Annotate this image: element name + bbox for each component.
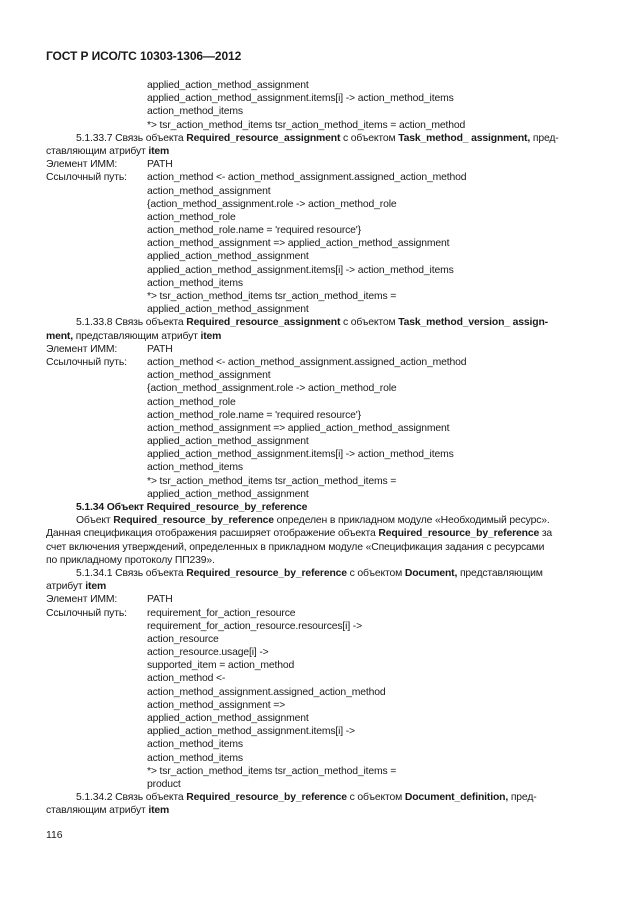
section-5-1-33-7-title: 5.1.33.7 Связь объекта Required_resource_assignment с объектом Task_method_ assignment, пред-: [76, 132, 559, 144]
path-line: *> tsr_action_method_items tsr_action_method_items =: [147, 291, 397, 302]
path-line: action_method_items: [147, 106, 243, 118]
section-5-1-34-1-title-cont: атрибут item: [46, 581, 107, 593]
path-line: action_method <-: [147, 673, 226, 685]
section-5-1-34-para-cont: счет включения утверждений, определенных в прикладном модуле «Спецификация задания с ресурсами: [46, 541, 545, 553]
path-line: applied_action_method_assignment.items[i] -> action_method_items: [147, 449, 454, 461]
section-5-1-34-2-title: 5.1.34.2 Связь объекта Required_resource_by_reference с объектом Document_definition, пред-: [76, 792, 537, 804]
section-5-1-34-para-cont: по прикладному протоколу ПП239».: [46, 554, 215, 566]
reference-path-row: Ссылочный путь: requirement_for_action_resource: [46, 607, 296, 619]
path-line: applied_action_method_assignment.items[i] -> action_method_items: [147, 93, 454, 105]
section-5-1-34-2-title-cont: ставляющим атрибут item: [46, 805, 170, 817]
path-line: action_method_assignment: [147, 185, 271, 197]
path-line: action_method_items: [147, 277, 243, 289]
path-line: *> tsr_action_method_items tsr_action_method_items =: [147, 765, 397, 777]
section-5-1-33-7-title-cont: ставляющим атрибут item: [46, 145, 170, 157]
path-line: action_method_assignment =>: [147, 699, 286, 711]
section-5-1-34-heading: 5.1.34 Объект Required_resource_by_reference: [76, 502, 308, 513]
path-line: action_resource: [147, 633, 219, 645]
path-line: applied_action_method_assignment.items[i] -> action_method_items: [147, 264, 454, 276]
path-line: applied_action_method_assignment: [147, 436, 309, 448]
section-5-1-33-8-title-cont: ment, представляющим атрибут item: [46, 330, 222, 342]
path-line: {action_method_assignment.role -> action_method_role: [147, 383, 397, 395]
path-line: applied_action_method_assignment.items[i] ->: [147, 726, 355, 738]
section-5-1-34-para: Объект Required_resource_by_reference определен в прикладном модуле «Необходимый ресурс».: [76, 515, 550, 527]
page-header: ГОСТ Р ИСО/ТС 10303-1306—2012: [46, 49, 242, 63]
imm-element-row: Элемент ИММ: PATH: [46, 159, 173, 171]
path-line: action_method_role: [147, 396, 236, 408]
path-line: *> tsr_action_method_items tsr_action_method_items = action_method: [147, 119, 466, 131]
reference-path-row: Ссылочный путь: action_method <- action_method_assignment.assigned_action_method: [46, 172, 467, 184]
path-line: action_method_items: [147, 739, 243, 751]
section-5-1-34-para-cont: Данная спецификация отображения расширяет отображение объекта Required_resource_by_reference за: [46, 528, 553, 540]
section-5-1-34-1-title: 5.1.34.1 Связь объекта Required_resource_by_reference с объектом Document, представляющим: [76, 567, 543, 579]
imm-element-row: Элемент ИММ: PATH: [46, 343, 173, 355]
path-line: {action_method_assignment.role -> action_method_role: [147, 198, 397, 210]
document-body: [46, 79, 584, 818]
path-line: requirement_for_action_resource.resources[i] ->: [147, 620, 363, 632]
path-line: applied_action_method_assignment: [147, 304, 309, 316]
path-line: applied_action_method_assignment: [147, 251, 309, 263]
path-line: action_method_assignment: [147, 370, 271, 382]
path-line: applied_action_method_assignment: [147, 713, 309, 724]
section-5-1-33-8-title: 5.1.33.8 Связь объекта Required_resource_assignment с объектом Task_method_version_ assign-: [76, 317, 548, 329]
path-line: action_method_role.name = 'required resource'}: [147, 225, 361, 237]
path-line: action_method_assignment => applied_action_method_assignment: [147, 422, 450, 434]
page-number: 116: [46, 830, 63, 841]
path-line: product: [147, 778, 181, 790]
path-line: applied_action_method_assignment: [147, 488, 309, 500]
reference-path-row: Ссылочный путь: action_method <- action_method_assignment.assigned_action_method: [46, 356, 467, 368]
path-line: action_method_assignment => applied_action_method_assignment: [147, 238, 450, 250]
path-line: action_method_role: [147, 211, 236, 223]
path-line: action_resource.usage[i] ->: [147, 647, 269, 659]
path-line: action_method_items: [147, 462, 243, 474]
path-line: *> tsr_action_method_items tsr_action_method_items =: [147, 475, 397, 487]
path-line: supported_item = action_method: [147, 660, 295, 672]
imm-element-row: Элемент ИММ: PATH: [46, 594, 173, 606]
path-line: action_method_items: [147, 752, 243, 764]
path-line: action_method_role.name = 'required resource'}: [147, 409, 361, 421]
path-line: applied_action_method_assignment: [147, 80, 309, 91]
path-line: action_method_assignment.assigned_action_method: [147, 686, 386, 698]
